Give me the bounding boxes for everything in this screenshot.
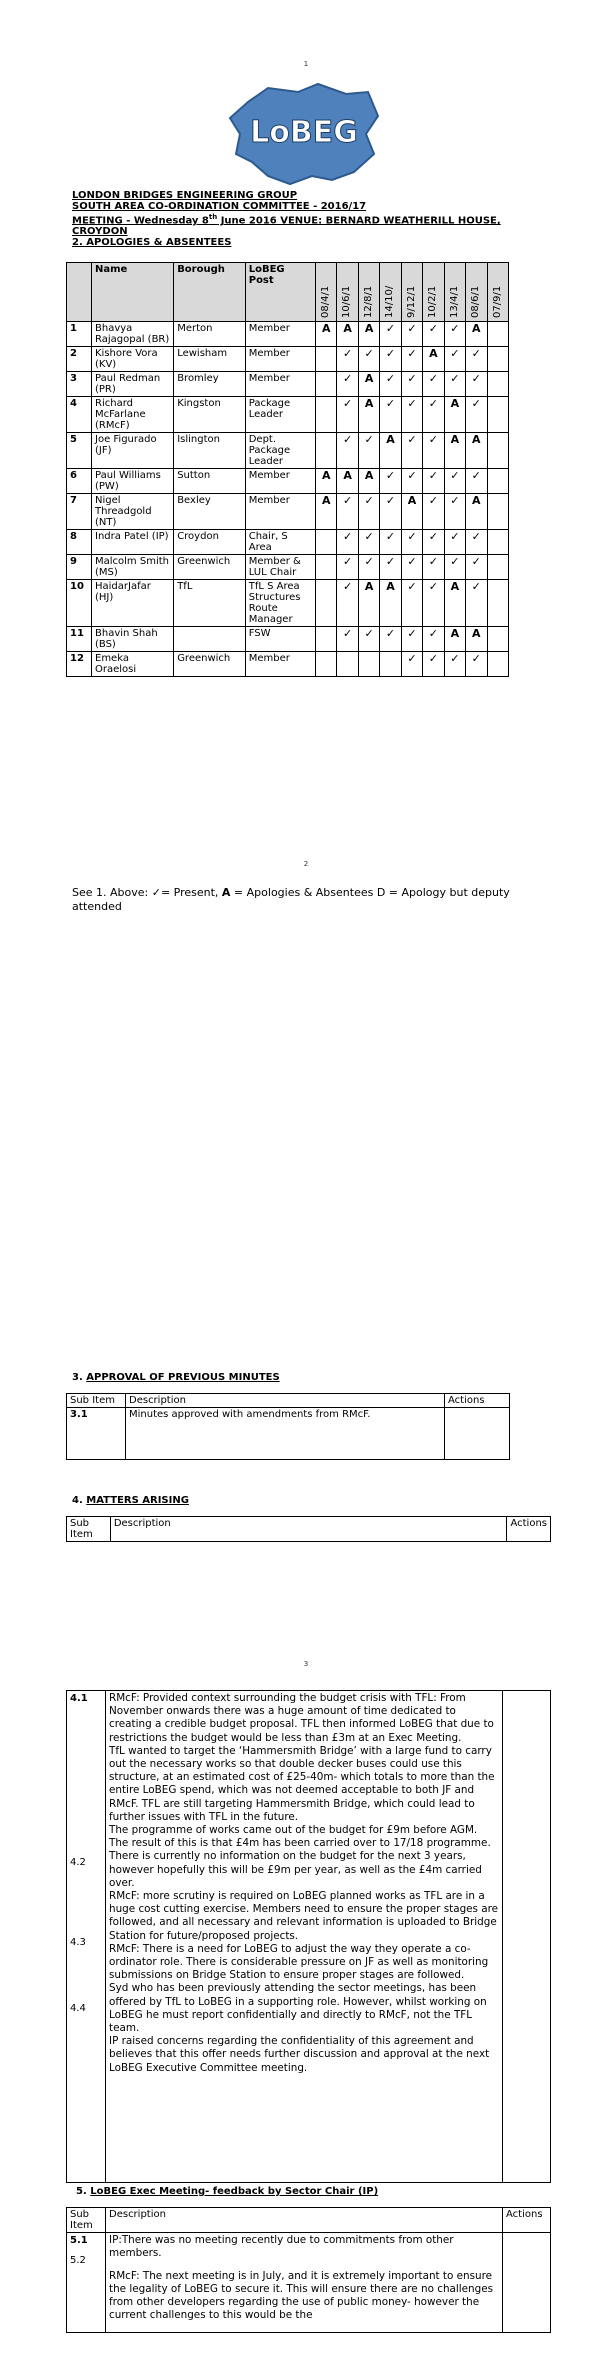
row-action bbox=[445, 1408, 510, 1460]
attendance-mark: ✓ bbox=[358, 627, 379, 652]
col-date: 9/12/1 bbox=[401, 263, 422, 322]
member-borough: Croydon bbox=[174, 530, 246, 555]
attendance-mark: ✓ bbox=[466, 372, 487, 397]
member-name: Richard McFarlane (RMcF) bbox=[92, 397, 174, 433]
page-number: 2 bbox=[303, 860, 309, 868]
row-description bbox=[106, 1691, 503, 2183]
paragraph: TfL wanted to target the ‘Hammersmith Bridge’ with a large fund to carry out the necessary works so that double decker buses could use this structure, at an estimated cost of £25-40m- which totals to more than the entire LoBEG spend, which was not deemed acceptable to both JF and RMcF. TFL are still targeting Hammersmith Bridge, which could lead to further issues with TFL in the future. bbox=[109, 1744, 495, 1823]
col-date: 14/10/ bbox=[380, 263, 401, 322]
paragraph: RMcF: The next meeting is in July, and it is extremely important to ensure the legality of LoBEG to secure it. This will ensure there are no challenges from other developers regarding the use of public money- however the current challenges to this would be the bbox=[109, 2270, 494, 2321]
attendance-mark: ✓ bbox=[401, 397, 422, 433]
attendance-mark: ✓ bbox=[401, 347, 422, 372]
attendance-mark: ✓ bbox=[380, 372, 401, 397]
col-sub-item: Sub Item bbox=[67, 2208, 106, 2233]
attendance-mark: ✓ bbox=[466, 555, 487, 580]
attendance-mark: ✓ bbox=[380, 397, 401, 433]
attendance-mark: ✓ bbox=[337, 555, 358, 580]
attendance-mark bbox=[316, 530, 337, 555]
attendance-header-row bbox=[67, 263, 509, 322]
attendance-mark: ✓ bbox=[466, 469, 487, 494]
attendance-mark: ✓ bbox=[358, 433, 379, 469]
attendance-mark: ✓ bbox=[444, 347, 465, 372]
member-borough: Kingston bbox=[174, 397, 246, 433]
member-post: TfL S Area Structures Route Manager bbox=[245, 580, 315, 627]
member-name: Nigel Threadgold (NT) bbox=[92, 494, 174, 530]
attendance-mark: ✓ bbox=[423, 372, 444, 397]
col-description: Description bbox=[126, 1394, 445, 1408]
paragraph: RMcF: more scrutiny is required on LoBEG planned works as TFL are in a huge cost cutting exercise. Members need to ensure the proper stages are followed, and all necessary and relevant information is uploaded to Bridge Station for future/proposed projects. bbox=[109, 1890, 499, 1942]
org-title: LONDON BRIDGES ENGINEERING GROUP bbox=[72, 190, 298, 201]
member-name: Emeka Oraelosi bbox=[92, 652, 174, 677]
paragraph: There is currently no information on the budget for the next 3 years, however hopefully this will be £9m per year, as well as the £4m carried over. bbox=[109, 1850, 482, 1889]
attendance-mark: A bbox=[401, 494, 422, 530]
row-number: 8 bbox=[67, 530, 92, 555]
attendance-mark: ✓ bbox=[444, 322, 465, 347]
member-name: Bhavya Rajagopal (BR) bbox=[92, 322, 174, 347]
member-post: Member bbox=[245, 322, 315, 347]
col-description: Description bbox=[110, 1517, 507, 1542]
attendance-mark bbox=[316, 652, 337, 677]
attendance-mark bbox=[316, 580, 337, 627]
member-post: Member bbox=[245, 347, 315, 372]
attendance-row bbox=[67, 494, 509, 530]
col-date: 13/4/1 bbox=[444, 263, 465, 322]
attendance-mark: ✓ bbox=[380, 494, 401, 530]
table-header-row bbox=[67, 1517, 551, 1542]
attendance-mark: ✓ bbox=[337, 580, 358, 627]
attendance-mark: ✓ bbox=[423, 555, 444, 580]
attendance-mark: A bbox=[444, 397, 465, 433]
sub-item-numbers bbox=[67, 2233, 106, 2333]
section-4-table bbox=[66, 1690, 551, 2183]
attendance-mark: ✓ bbox=[401, 322, 422, 347]
attendance-mark: ✓ bbox=[401, 627, 422, 652]
attendance-mark bbox=[358, 652, 379, 677]
attendance-mark: A bbox=[358, 469, 379, 494]
section-4-title: 4. MATTERS ARISING bbox=[72, 1495, 189, 1506]
member-borough: Greenwich bbox=[174, 652, 246, 677]
attendance-mark bbox=[316, 397, 337, 433]
row-number: 2 bbox=[67, 347, 92, 372]
attendance-mark: ✓ bbox=[423, 494, 444, 530]
attendance-table bbox=[66, 262, 509, 677]
document-header bbox=[72, 190, 542, 248]
row-description bbox=[106, 2233, 503, 2333]
row-number: 11 bbox=[67, 627, 92, 652]
row-action bbox=[503, 1691, 551, 2183]
attendance-mark: ✓ bbox=[337, 494, 358, 530]
attendance-mark: ✓ bbox=[380, 322, 401, 347]
col-actions: Actions bbox=[503, 2208, 551, 2233]
col-post: LoBEG Post bbox=[245, 263, 315, 322]
logo-text: LoBEG bbox=[250, 115, 358, 150]
attendance-mark: ✓ bbox=[423, 433, 444, 469]
attendance-row bbox=[67, 530, 509, 555]
attendance-mark bbox=[487, 433, 509, 469]
attendance-mark: ✓ bbox=[401, 580, 422, 627]
attendance-mark: ✓ bbox=[401, 555, 422, 580]
attendance-mark: A bbox=[380, 580, 401, 627]
attendance-row bbox=[67, 372, 509, 397]
attendance-mark: ✓ bbox=[337, 372, 358, 397]
attendance-mark: ✓ bbox=[380, 530, 401, 555]
row-number: 6 bbox=[67, 469, 92, 494]
col-date: 08/4/1 bbox=[316, 263, 337, 322]
row-number: 12 bbox=[67, 652, 92, 677]
attendance-mark: A bbox=[358, 322, 379, 347]
attendance-mark: ✓ bbox=[380, 555, 401, 580]
member-post: Member bbox=[245, 372, 315, 397]
attendance-mark: ✓ bbox=[401, 652, 422, 677]
attendance-mark: ✓ bbox=[444, 652, 465, 677]
attendance-mark: ✓ bbox=[466, 652, 487, 677]
paragraph: RMcF: There is a need for LoBEG to adjust the way they operate a co-ordinator role. There is considerable pressure on JF as well as monitoring submissions on Bridge Station to ensure proper stages are followed. bbox=[109, 1942, 489, 1982]
attendance-mark bbox=[380, 652, 401, 677]
member-name: Indra Patel (IP) bbox=[92, 530, 174, 555]
row-number: 7 bbox=[67, 494, 92, 530]
attendance-mark: ✓ bbox=[423, 469, 444, 494]
member-borough: Lewisham bbox=[174, 347, 246, 372]
attendance-mark bbox=[337, 652, 358, 677]
attendance-mark: ✓ bbox=[444, 555, 465, 580]
member-borough: Islington bbox=[174, 433, 246, 469]
attendance-mark: A bbox=[316, 469, 337, 494]
attendance-mark: ✓ bbox=[401, 530, 422, 555]
attendance-mark: ✓ bbox=[358, 347, 379, 372]
table-row bbox=[67, 1408, 510, 1460]
attendance-row bbox=[67, 580, 509, 627]
attendance-mark: ✓ bbox=[444, 494, 465, 530]
col-actions: Actions bbox=[507, 1517, 551, 1542]
attendance-mark bbox=[487, 627, 509, 652]
sub-item-number: 4.3 bbox=[70, 1937, 86, 1948]
row-number: 9 bbox=[67, 555, 92, 580]
attendance-mark: ✓ bbox=[444, 469, 465, 494]
row-number: 10 bbox=[67, 580, 92, 627]
col-date: 10/2/1 bbox=[423, 263, 444, 322]
attendance-mark bbox=[487, 372, 509, 397]
member-post: Member bbox=[245, 652, 315, 677]
attendance-mark: A bbox=[423, 347, 444, 372]
member-borough bbox=[174, 627, 246, 652]
attendance-mark bbox=[487, 652, 509, 677]
venue-line: CROYDON bbox=[72, 226, 128, 238]
attendance-mark: A bbox=[444, 627, 465, 652]
member-borough: Sutton bbox=[174, 469, 246, 494]
attendance-row bbox=[67, 627, 509, 652]
attendance-mark: ✓ bbox=[401, 372, 422, 397]
section-3-title: 3. APPROVAL OF PREVIOUS MINUTES bbox=[72, 1372, 280, 1383]
row-description: Minutes approved with amendments from RMcF. bbox=[126, 1408, 445, 1460]
member-borough: Bromley bbox=[174, 372, 246, 397]
attendance-mark: A bbox=[358, 580, 379, 627]
member-borough: Merton bbox=[174, 322, 246, 347]
attendance-mark: A bbox=[466, 494, 487, 530]
member-name: Joe Figurado (JF) bbox=[92, 433, 174, 469]
attendance-mark: ✓ bbox=[358, 530, 379, 555]
attendance-mark: A bbox=[337, 469, 358, 494]
attendance-mark: ✓ bbox=[380, 347, 401, 372]
attendance-mark bbox=[487, 530, 509, 555]
table-header-row bbox=[67, 1394, 510, 1408]
attendance-mark bbox=[487, 494, 509, 530]
attendance-mark: A bbox=[316, 494, 337, 530]
attendance-row bbox=[67, 397, 509, 433]
attendance-row bbox=[67, 433, 509, 469]
attendance-mark: A bbox=[358, 397, 379, 433]
attendance-mark: A bbox=[316, 322, 337, 347]
col-sub-item: Sub Item bbox=[67, 1517, 111, 1542]
sub-item-number: 4.2 bbox=[70, 1857, 86, 1868]
page-number: 1 bbox=[303, 60, 309, 68]
sub-item-numbers bbox=[67, 1691, 106, 2183]
col-date: 07/9/1 bbox=[487, 263, 509, 322]
attendance-mark bbox=[487, 469, 509, 494]
attendance-mark bbox=[316, 347, 337, 372]
section-5-title: 5. LoBEG Exec Meeting- feedback by Sector Chair (IP) bbox=[76, 2186, 379, 2197]
member-name: Kishore Vora (KV) bbox=[92, 347, 174, 372]
member-name: Paul Williams (PW) bbox=[92, 469, 174, 494]
attendance-mark: A bbox=[444, 580, 465, 627]
attendance-mark: A bbox=[358, 372, 379, 397]
attendance-mark: ✓ bbox=[337, 347, 358, 372]
attendance-mark bbox=[487, 555, 509, 580]
table-header-row bbox=[67, 2208, 551, 2233]
attendance-mark: ✓ bbox=[423, 627, 444, 652]
member-post: Member bbox=[245, 469, 315, 494]
sub-item-number: 3.1 bbox=[67, 1408, 126, 1460]
member-post: Member bbox=[245, 494, 315, 530]
attendance-mark: ✓ bbox=[423, 580, 444, 627]
member-name: Paul Redman (PR) bbox=[92, 372, 174, 397]
col-name: Name bbox=[92, 263, 174, 322]
page-number: 3 bbox=[303, 1660, 309, 1668]
attendance-mark: ✓ bbox=[401, 433, 422, 469]
sub-item-number: 5.2 bbox=[70, 2255, 86, 2266]
attendance-mark: ✓ bbox=[337, 397, 358, 433]
member-name: HaidarJafar (HJ) bbox=[92, 580, 174, 627]
attendance-mark bbox=[487, 322, 509, 347]
attendance-mark: ✓ bbox=[337, 530, 358, 555]
col-sub-item: Sub Item bbox=[67, 1394, 126, 1408]
attendance-row bbox=[67, 555, 509, 580]
attendance-mark: ✓ bbox=[337, 433, 358, 469]
attendance-mark: A bbox=[444, 433, 465, 469]
attendance-row bbox=[67, 469, 509, 494]
attendance-mark: ✓ bbox=[358, 494, 379, 530]
attendance-mark: ✓ bbox=[423, 652, 444, 677]
meeting-line: MEETING - Wednesday 8th June 2016 VENUE: BERNARD WEATHERILL HOUSE, bbox=[72, 213, 501, 227]
attendance-mark: ✓ bbox=[380, 469, 401, 494]
attendance-mark bbox=[487, 347, 509, 372]
section-3-table bbox=[66, 1393, 510, 1460]
attendance-mark bbox=[316, 433, 337, 469]
member-post: Dept. Package Leader bbox=[245, 433, 315, 469]
attendance-mark: ✓ bbox=[423, 397, 444, 433]
table-row bbox=[67, 1691, 551, 2183]
attendance-mark bbox=[487, 397, 509, 433]
attendance-mark: ✓ bbox=[466, 347, 487, 372]
attendance-mark: A bbox=[337, 322, 358, 347]
sub-item-number: 4.1 bbox=[70, 1693, 88, 1704]
col-actions: Actions bbox=[445, 1394, 510, 1408]
attendance-mark: A bbox=[466, 627, 487, 652]
attendance-mark: ✓ bbox=[380, 627, 401, 652]
paragraph: IP raised concerns regarding the confidentiality of this agreement and believes that this offer needs further discussion and approval at the next LoBEG Executive Committee meeting. bbox=[109, 2035, 490, 2074]
member-post: Member & LUL Chair bbox=[245, 555, 315, 580]
attendance-mark: A bbox=[380, 433, 401, 469]
attendance-mark: ✓ bbox=[466, 530, 487, 555]
attendance-mark: ✓ bbox=[444, 372, 465, 397]
attendance-mark: ✓ bbox=[466, 580, 487, 627]
attendance-mark: ✓ bbox=[423, 530, 444, 555]
attendance-row bbox=[67, 322, 509, 347]
sub-item-number: 5.1 bbox=[70, 2235, 88, 2246]
committee-title: SOUTH AREA CO-ORDINATION COMMITTEE - 2016/17 bbox=[72, 201, 367, 212]
row-number: 5 bbox=[67, 433, 92, 469]
attendance-mark: ✓ bbox=[358, 555, 379, 580]
member-post: FSW bbox=[245, 627, 315, 652]
member-name: Bhavin Shah (BS) bbox=[92, 627, 174, 652]
col-description: Description bbox=[106, 2208, 503, 2233]
row-number: 1 bbox=[67, 322, 92, 347]
section-2-title: 2. APOLOGIES & ABSENTEES bbox=[72, 237, 232, 249]
attendance-row bbox=[67, 652, 509, 677]
attendance-mark: ✓ bbox=[444, 530, 465, 555]
attendance-mark bbox=[316, 627, 337, 652]
sub-item-number: 4.4 bbox=[70, 2003, 86, 2014]
row-number: 3 bbox=[67, 372, 92, 397]
row-number: 4 bbox=[67, 397, 92, 433]
section-4-header-table bbox=[66, 1516, 551, 1542]
col-date: 10/6/1 bbox=[337, 263, 358, 322]
section-5-table bbox=[66, 2207, 551, 2333]
attendance-mark bbox=[487, 580, 509, 627]
attendance-mark: A bbox=[466, 433, 487, 469]
col-borough: Borough bbox=[174, 263, 246, 322]
attendance-mark: A bbox=[466, 322, 487, 347]
paragraph: RMcF: Provided context surrounding the budget crisis with TFL: From November onwards there was a huge amount of time dedicated to creating a credible budget proposal. TFL then informed LoBEG that due to restrictions the budget would be less than £3m at an Exec Meeting. bbox=[109, 1692, 494, 1744]
member-borough: TfL bbox=[174, 580, 246, 627]
member-post: Package Leader bbox=[245, 397, 315, 433]
member-post: Chair, S Area bbox=[245, 530, 315, 555]
col-date: 08/6/1 bbox=[466, 263, 487, 322]
col-date: 12/8/1 bbox=[358, 263, 379, 322]
member-name: Malcolm Smith (MS) bbox=[92, 555, 174, 580]
member-borough: Bexley bbox=[174, 494, 246, 530]
table-row bbox=[67, 2233, 551, 2333]
paragraph: The programme of works came out of the budget for £9m before AGM. The result of this is that £4m has been carried over to 17/18 programme. bbox=[109, 1824, 491, 1850]
attendance-key-note: See 1. Above: ✓= Present, A = Apologies & Absentees D = Apology but deputy attended bbox=[72, 886, 510, 913]
attendance-mark: ✓ bbox=[423, 322, 444, 347]
attendance-mark bbox=[316, 372, 337, 397]
member-borough: Greenwich bbox=[174, 555, 246, 580]
paragraph: Syd who has been previously attending the sector meetings, has been offered by TfL to LoBEG in a supporting role. However, whilst working on LoBEG he must report confidentially and directly to RMcF, not the TFL team. bbox=[109, 1982, 487, 2035]
attendance-mark: ✓ bbox=[401, 469, 422, 494]
attendance-row bbox=[67, 347, 509, 372]
attendance-mark bbox=[316, 555, 337, 580]
row-action bbox=[503, 2233, 551, 2333]
paragraph: IP:There was no meeting recently due to commitments from other members. bbox=[109, 2234, 454, 2259]
attendance-mark: ✓ bbox=[466, 397, 487, 433]
attendance-mark: ✓ bbox=[337, 627, 358, 652]
lobeg-logo bbox=[228, 82, 380, 186]
